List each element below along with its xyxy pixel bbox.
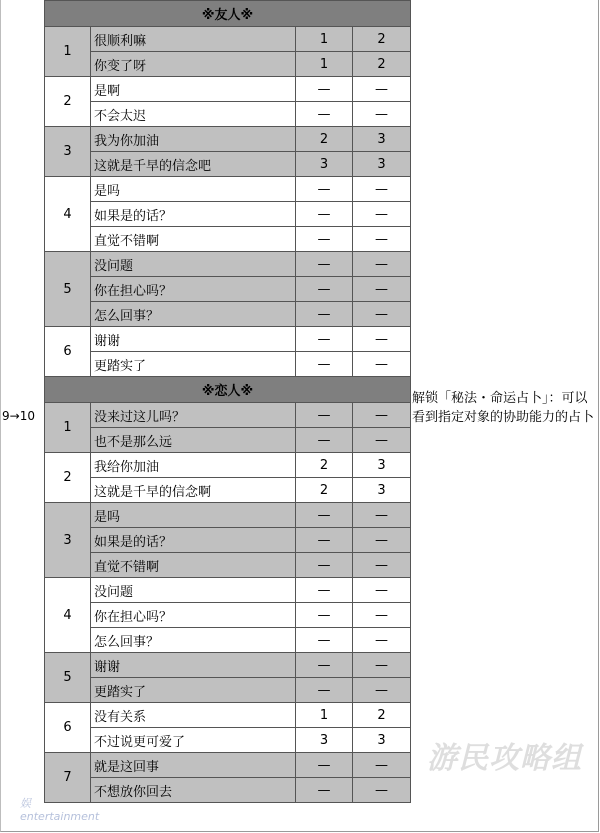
points-b: 3 bbox=[353, 478, 411, 503]
points-b: — bbox=[353, 753, 411, 778]
dialogue-option: 你在担心吗？ bbox=[91, 277, 296, 302]
points-b: — bbox=[353, 102, 411, 127]
dialogue-option: 没问题 bbox=[91, 252, 296, 277]
group-number: 3 bbox=[45, 503, 91, 578]
section-header-row bbox=[45, 377, 411, 403]
table-row bbox=[45, 503, 411, 528]
section-title: ※恋人※ bbox=[45, 377, 411, 403]
points-a: — bbox=[296, 553, 353, 578]
points-b: — bbox=[353, 177, 411, 202]
group-number: 2 bbox=[45, 77, 91, 127]
group-number: 5 bbox=[45, 252, 91, 327]
points-b: — bbox=[353, 578, 411, 603]
group-number: 3 bbox=[45, 127, 91, 177]
table-row bbox=[45, 27, 411, 52]
table-row bbox=[45, 77, 411, 102]
dialogue-option: 更踏实了 bbox=[91, 678, 296, 703]
points-a: — bbox=[296, 277, 353, 302]
table-row bbox=[45, 553, 411, 578]
group-number: 6 bbox=[45, 703, 91, 753]
table-row bbox=[45, 102, 411, 127]
table-row bbox=[45, 127, 411, 152]
dialogue-option: 没问题 bbox=[91, 578, 296, 603]
points-b: 2 bbox=[353, 52, 411, 77]
watermark-corner-line1: 娱 bbox=[20, 797, 31, 810]
points-b: 2 bbox=[353, 27, 411, 52]
group-number: 7 bbox=[45, 753, 91, 803]
table-row bbox=[45, 52, 411, 77]
group-number: 5 bbox=[45, 653, 91, 703]
points-a: — bbox=[296, 503, 353, 528]
table-row bbox=[45, 578, 411, 603]
dialogue-option: 直觉不错啊 bbox=[91, 227, 296, 252]
points-b: — bbox=[353, 352, 411, 377]
table-row bbox=[45, 428, 411, 453]
dialogue-option: 你变了呀 bbox=[91, 52, 296, 77]
points-a: 1 bbox=[296, 52, 353, 77]
points-b: — bbox=[353, 503, 411, 528]
dialogue-option: 怎么回事？ bbox=[91, 628, 296, 653]
table-row bbox=[45, 703, 411, 728]
dialogue-option: 更踏实了 bbox=[91, 352, 296, 377]
section-header-row bbox=[45, 1, 411, 27]
points-a: — bbox=[296, 227, 353, 252]
dialogue-option: 没来过这儿吗？ bbox=[91, 403, 296, 428]
group-number: 4 bbox=[45, 177, 91, 252]
table-row bbox=[45, 277, 411, 302]
dialogue-option: 没有关系 bbox=[91, 703, 296, 728]
watermark-corner-line2: entertainment bbox=[20, 810, 100, 823]
dialogue-option: 是啊 bbox=[91, 77, 296, 102]
points-a: — bbox=[296, 753, 353, 778]
points-a: — bbox=[296, 177, 353, 202]
dialogue-option: 我给你加油 bbox=[91, 453, 296, 478]
dialogue-option: 谢谢 bbox=[91, 653, 296, 678]
points-a: — bbox=[296, 528, 353, 553]
points-b: — bbox=[353, 227, 411, 252]
points-a: — bbox=[296, 252, 353, 277]
dialogue-option: 如果是的话？ bbox=[91, 528, 296, 553]
points-b: — bbox=[353, 528, 411, 553]
table-row bbox=[45, 753, 411, 778]
points-b: — bbox=[353, 277, 411, 302]
table-row bbox=[45, 252, 411, 277]
group-number: 4 bbox=[45, 578, 91, 653]
points-b: — bbox=[353, 77, 411, 102]
dialogue-table bbox=[44, 0, 411, 803]
points-a: — bbox=[296, 102, 353, 127]
table-row bbox=[45, 528, 411, 553]
table-row bbox=[45, 302, 411, 327]
dialogue-option: 不过说更可爱了 bbox=[91, 728, 296, 753]
points-a: 3 bbox=[296, 728, 353, 753]
table-row bbox=[45, 678, 411, 703]
dialogue-option: 也不是那么远 bbox=[91, 428, 296, 453]
table-row bbox=[45, 478, 411, 503]
dialogue-option: 怎么回事？ bbox=[91, 302, 296, 327]
points-a: — bbox=[296, 77, 353, 102]
table-row bbox=[45, 628, 411, 653]
points-a: 1 bbox=[296, 27, 353, 52]
points-a: — bbox=[296, 603, 353, 628]
points-b: 3 bbox=[353, 152, 411, 177]
points-a: — bbox=[296, 428, 353, 453]
dialogue-option: 如果是的话？ bbox=[91, 202, 296, 227]
group-number: 2 bbox=[45, 453, 91, 503]
dialogue-option: 不会太迟 bbox=[91, 102, 296, 127]
table-row bbox=[45, 152, 411, 177]
table-row bbox=[45, 403, 411, 428]
points-b: — bbox=[353, 202, 411, 227]
dialogue-option: 你在担心吗？ bbox=[91, 603, 296, 628]
points-b: — bbox=[353, 252, 411, 277]
table-row bbox=[45, 778, 411, 803]
dialogue-option: 这就是千早的信念吧 bbox=[91, 152, 296, 177]
points-a: — bbox=[296, 653, 353, 678]
group-number: 1 bbox=[45, 27, 91, 77]
dialogue-option: 是吗 bbox=[91, 503, 296, 528]
group-number: 6 bbox=[45, 327, 91, 377]
points-a: 2 bbox=[296, 478, 353, 503]
points-a: — bbox=[296, 578, 353, 603]
group-number: 1 bbox=[45, 403, 91, 453]
points-b: — bbox=[353, 678, 411, 703]
level-label: 9→10 bbox=[2, 409, 35, 423]
points-b: 3 bbox=[353, 453, 411, 478]
points-a: 2 bbox=[296, 127, 353, 152]
points-b: — bbox=[353, 302, 411, 327]
dialogue-option: 我为你加油 bbox=[91, 127, 296, 152]
points-a: — bbox=[296, 678, 353, 703]
table-row bbox=[45, 603, 411, 628]
points-a: — bbox=[296, 628, 353, 653]
points-a: — bbox=[296, 202, 353, 227]
points-b: 3 bbox=[353, 127, 411, 152]
table-row bbox=[45, 327, 411, 352]
dialogue-option: 这就是千早的信念啊 bbox=[91, 478, 296, 503]
points-a: 1 bbox=[296, 703, 353, 728]
table-row bbox=[45, 202, 411, 227]
points-a: 2 bbox=[296, 453, 353, 478]
points-b: — bbox=[353, 653, 411, 678]
dialogue-option: 直觉不错啊 bbox=[91, 553, 296, 578]
points-a: — bbox=[296, 352, 353, 377]
points-b: — bbox=[353, 403, 411, 428]
points-a: — bbox=[296, 778, 353, 803]
points-b: — bbox=[353, 327, 411, 352]
points-b: — bbox=[353, 603, 411, 628]
dialogue-option: 不想放你回去 bbox=[91, 778, 296, 803]
table-row bbox=[45, 453, 411, 478]
table-row bbox=[45, 227, 411, 252]
watermark-logo: 游民攻略组 bbox=[427, 741, 582, 776]
table-row bbox=[45, 653, 411, 678]
points-b: — bbox=[353, 428, 411, 453]
points-a: — bbox=[296, 403, 353, 428]
dialogue-option: 是吗 bbox=[91, 177, 296, 202]
table-row bbox=[45, 352, 411, 377]
points-b: — bbox=[353, 628, 411, 653]
table-row bbox=[45, 728, 411, 753]
points-a: — bbox=[296, 327, 353, 352]
dialogue-option: 很顺利嘛 bbox=[91, 27, 296, 52]
dialogue-option: 谢谢 bbox=[91, 327, 296, 352]
watermark-corner bbox=[20, 797, 99, 823]
dialogue-option: 就是这回事 bbox=[91, 753, 296, 778]
table-row bbox=[45, 177, 411, 202]
points-a: — bbox=[296, 302, 353, 327]
points-a: 3 bbox=[296, 152, 353, 177]
points-b: 2 bbox=[353, 703, 411, 728]
points-b: — bbox=[353, 553, 411, 578]
points-b: 3 bbox=[353, 728, 411, 753]
section-title: ※友人※ bbox=[45, 1, 411, 27]
points-b: — bbox=[353, 778, 411, 803]
unlock-note: 解锁「秘法・命运占卜」：可以看到指定对象的协助能力的占卜 bbox=[412, 391, 595, 425]
